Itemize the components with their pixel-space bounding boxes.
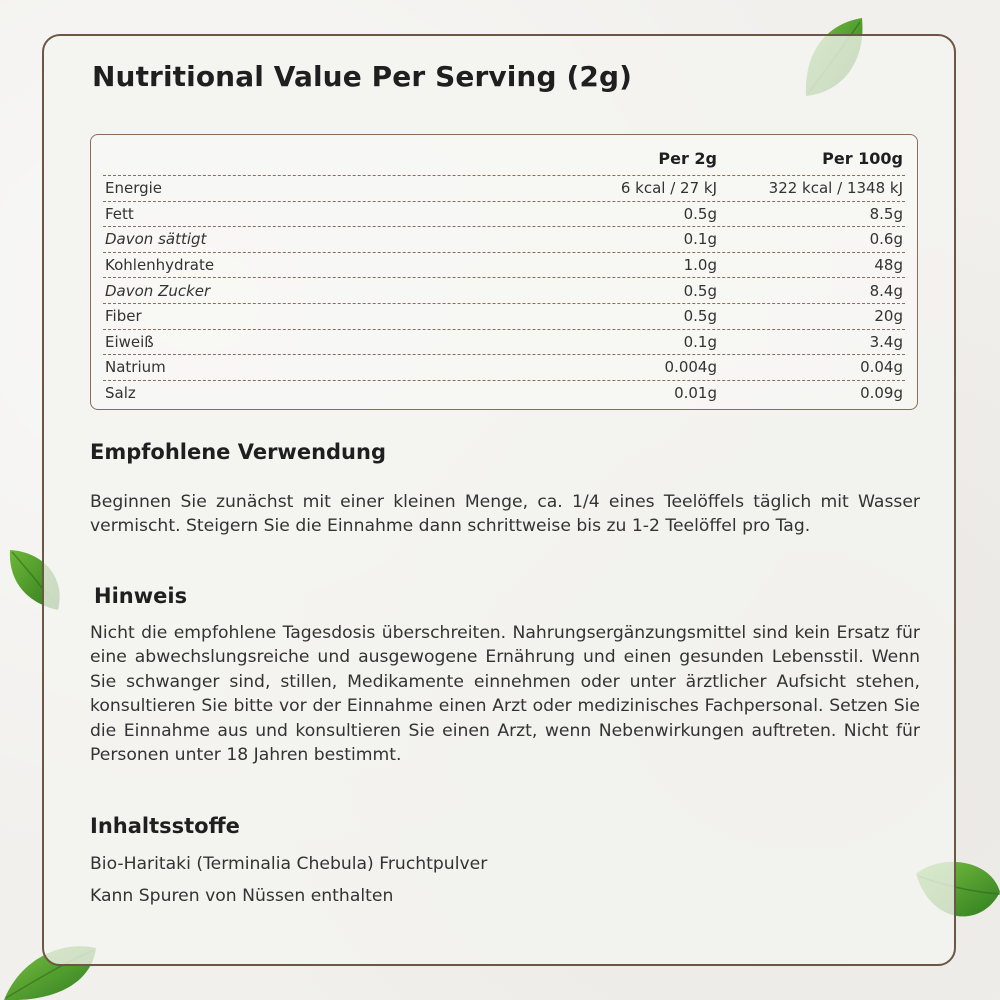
value-per-100g: 8.4g [869,281,903,300]
usage-text: Beginnen Sie zunächst mit einer kleinen Menge, ca. 1/4 eines Teelöffels täglich mit Wasser vermischt. Steigern Sie die Einnahme dann schrittweise bis zu 1-2 Teelöffel pro Tag. [90,492,920,537]
allergen-note: Kann Spuren von Nüssen enthalten [90,886,394,906]
table-row [103,380,905,406]
value-per-100g: 0.6g [869,230,903,249]
table-row [103,201,905,227]
value-per-100g: 8.5g [869,204,903,223]
nutrient-name: Energie [105,179,163,198]
nutrient-name: Natrium [105,358,166,377]
value-per-100g: 3.4g [869,332,903,351]
nutrient-name: Davon Zucker [105,281,211,300]
nutrient-name: Fiber [105,307,142,326]
product-info-card [42,34,956,966]
table-row [103,329,905,355]
nutrition-table [90,134,918,410]
value-per-2g: 0.5g [683,281,717,300]
value-per-100g: 0.09g [860,384,903,403]
value-per-2g: 0.5g [683,204,717,223]
value-per-100g: 322 kcal / 1348 kJ [768,179,903,198]
table-row [103,303,905,329]
value-per-100g: 0.04g [860,358,903,377]
table-header [103,141,905,175]
nutrient-name: Salz [105,384,136,403]
ingredients-heading: Inhaltsstoffe [90,814,240,838]
notice-heading: Hinweis [94,584,188,608]
table-row [103,226,905,252]
nutrient-name: Davon sättigt [105,230,207,249]
table-row [103,175,905,201]
nutrient-name: Eiweiß [105,332,154,351]
value-per-2g: 0.1g [683,332,717,351]
value-per-2g: 0.5g [683,307,717,326]
usage-heading: Empfohlene Verwendung [90,440,386,464]
ingredients-text: Bio-Haritaki (Terminalia Chebula) Fruchtpulver [90,854,488,874]
value-per-100g: 48g [874,256,903,275]
nutrient-name: Kohlenhydrate [105,256,215,275]
value-per-2g: 0.1g [683,230,717,249]
nutrient-name: Fett [105,204,134,223]
page-title: Nutritional Value Per Serving (2g) [92,60,632,93]
table-row [103,277,905,303]
value-per-2g: 0.01g [674,384,717,403]
value-per-2g: 0.004g [664,358,717,377]
header-per-100g: Per 100g [822,148,903,168]
value-per-2g: 1.0g [683,256,717,275]
table-row [103,252,905,278]
value-per-2g: 6 kcal / 27 kJ [620,179,717,198]
notice-text: Nicht die empfohlene Tagesdosis überschreiten. Nahrungsergänzungsmittel sind kein Ersatz für eine abwechslungsreiche und ausgewogene Ernährung und einen gesunden Lebensstil. Wenn Sie schwanger sind, stillen, Medikamente einnehmen oder unter ärztlicher Aufsicht stehen, konsultieren Sie bitte vor der Einnahme einen Arzt oder medizinisches Fachpersonal. Setzen Sie die Einnahme aus und konsultieren Sie einen Arzt, wenn Nebenwirkungen auftreten. Nicht für Personen unter 18 Jahren bestimmt. [90,623,920,766]
header-per-2g: Per 2g [658,148,717,168]
value-per-100g: 20g [874,307,903,326]
table-row [103,354,905,380]
